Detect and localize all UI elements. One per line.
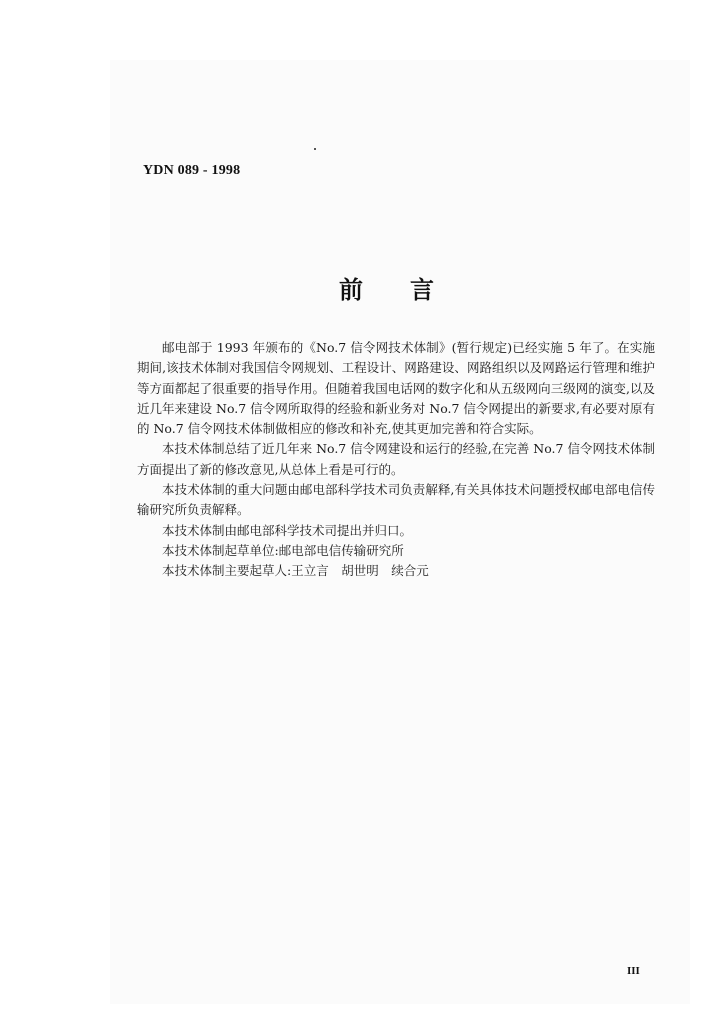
body-text bbox=[137, 338, 655, 582]
paragraph: 本技术体制由邮电部科学技术司提出并归口。 bbox=[162, 522, 413, 538]
paragraph: 本技术体制总结了近几年来 No.7 信令网建设和运行的经验,在完善 No.7 信令网技术体制方面提出了新的修改意见,从总体上看是可行的。 bbox=[137, 441, 655, 477]
title-char-1: 前 bbox=[339, 276, 363, 304]
paragraph: 本技术体制的重大问题由邮电部科学技术司负责解释,有关具体技术问题授权邮电部电信传输研究所负责解释。 bbox=[137, 482, 655, 518]
paragraph: 本技术体制主要起草人:王立言 胡世明 续合元 bbox=[162, 563, 429, 579]
scan-speck bbox=[314, 148, 316, 150]
document-id: YDN 089 - 1998 bbox=[143, 163, 241, 178]
title-char-2: 言 bbox=[410, 276, 434, 304]
paragraph: 邮电部于 1993 年颁布的《No.7 信令网技术体制》(暂行规定)已经实施 5 年了。在实施期间,该技术体制对我国信令网规划、工程设计、网路建设、网路组织以及网路运行管理和维护等方面都起了很重要的指导作用。但随着我国电话网的数字化和从五级网向三级网的演变,以及近几年来建设 No.7 信令网所取得的经验和新业务对 No.7 信令网提出的新要求,有必要对原有的 No.7 信令网技术体制做相应的修改和补充,使其更加完善和符合实际。 bbox=[137, 340, 655, 437]
page-number: III bbox=[627, 965, 640, 977]
paragraph: 本技术体制起草单位:邮电部电信传输研究所 bbox=[162, 542, 404, 558]
